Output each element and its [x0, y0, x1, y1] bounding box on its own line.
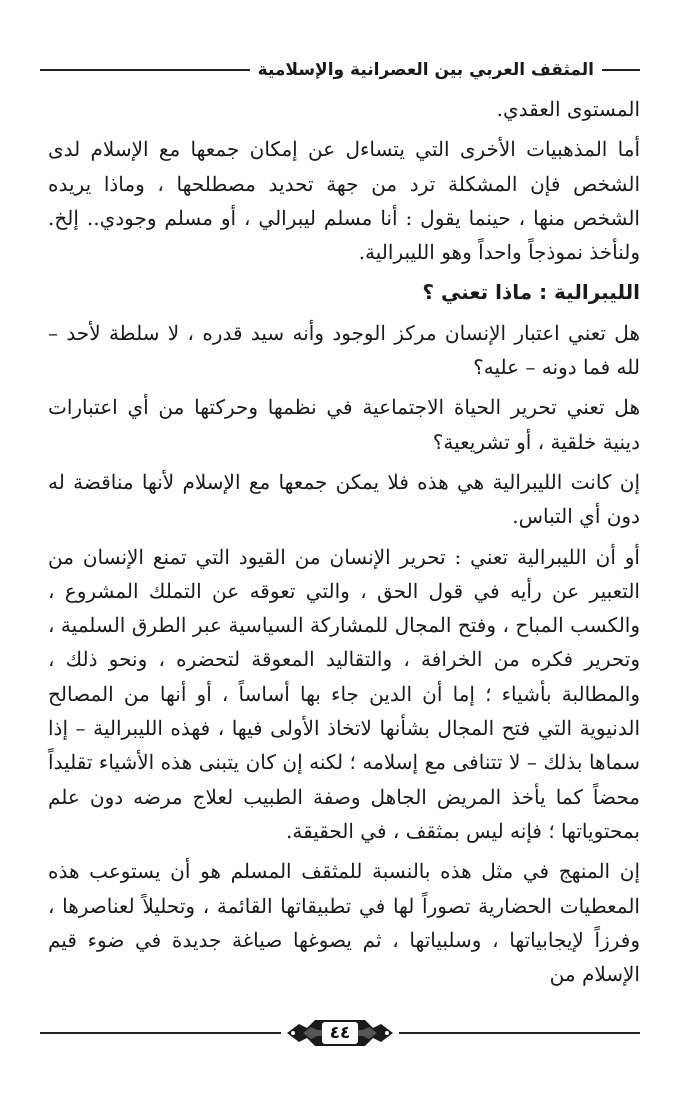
paragraph: المستوى العقدي. [496, 97, 640, 121]
section-heading: الليبرالية : ماذا تعني ؟ [422, 280, 640, 305]
paragraph: أو أن الليبرالية تعني : تحرير الإنسان من القيود التي تمنع الإنسان من التعبير عن رأيه في قول الحق ، والتي تعوقه عن التملك المشروع ، والكسب المباح ، وفتح المجال للمشاركة السياسية عبر الطرق السلمية ، وتحرير فكره من الخرافة ، والتقاليد المعوقة لتحضره ، ونحو ذلك ، والمطالبة بأشياء ؛ إما أن الدين جاء بها أساساً ، أو أنها من المصالح الدنيوية التي فتح المجال بشأنها لاتخاذ الأولى فيها ، فهذه الليبرالية – إذا سماها بذلك – لا تتنافى مع إسلامه ؛ لكنه إن كان يتبنى هذه الأشياء تقليداً محضاً كما يأخذ المريض الجاهل وصفة الطبيب لعلاج مرضه دون علم بمحتوياتها ؛ فإنه ليس بمثقف ، في الحقيقة. [48, 544, 641, 843]
paragraph: هل تعني اعتبار الإنسان مركز الوجود وأنه سيد قدره ، لا سلطة لأحد – لله فما دونه – عليه؟ [48, 320, 640, 380]
page-footer [40, 1013, 640, 1053]
footer-rule-right [399, 1032, 640, 1034]
page-number: ٤٤ [322, 1022, 359, 1044]
paragraph: إن كانت الليبرالية هي هذه فلا يمكن جمعها مع الإسلام لأنها مناقضة له دون أي التباس. [48, 469, 640, 529]
paragraph: هل تعني تحرير الحياة الاجتماعية في نظمها وحركتها من أي اعتبارات دينية خلقية ، أو تشريعية؟ [48, 395, 640, 454]
header-rule-left [40, 69, 250, 71]
running-title: المثقف العربي بين العصرانية والإسلامية [257, 60, 594, 80]
running-header [40, 55, 640, 85]
paragraph: إن المنهج في مثل هذه بالنسبة للمثقف المسلم هو أن يستوعب هذه المعطيات الحضارية تصوراً لها في تطبيقاتها القائمة ، وتحليلاً لعناصرها ، وفرزاً لإيجابياتها ، وسلبياتها ، ثم يصوغها صياغة جديدة في ضوء قيم الإسلام من [48, 859, 640, 987]
header-rule-right [602, 69, 640, 71]
footer-rule-left [40, 1032, 281, 1034]
paragraph: أما المذهبيات الأخرى التي يتساءل عن إمكان جمعها مع الإسلام لدى الشخص فإن المشكلة ترد من جهة تحديد مصطلحها ، وماذا يريده الشخص منها ، حينما يقول : أنا مسلم ليبرالي ، أو مسلم وجودي.. إلخ. ولنأخذ نموذجاً واحداً وهو الليبرالية. [48, 137, 641, 265]
page-number-ornament [285, 1016, 395, 1050]
page-body [48, 92, 640, 997]
